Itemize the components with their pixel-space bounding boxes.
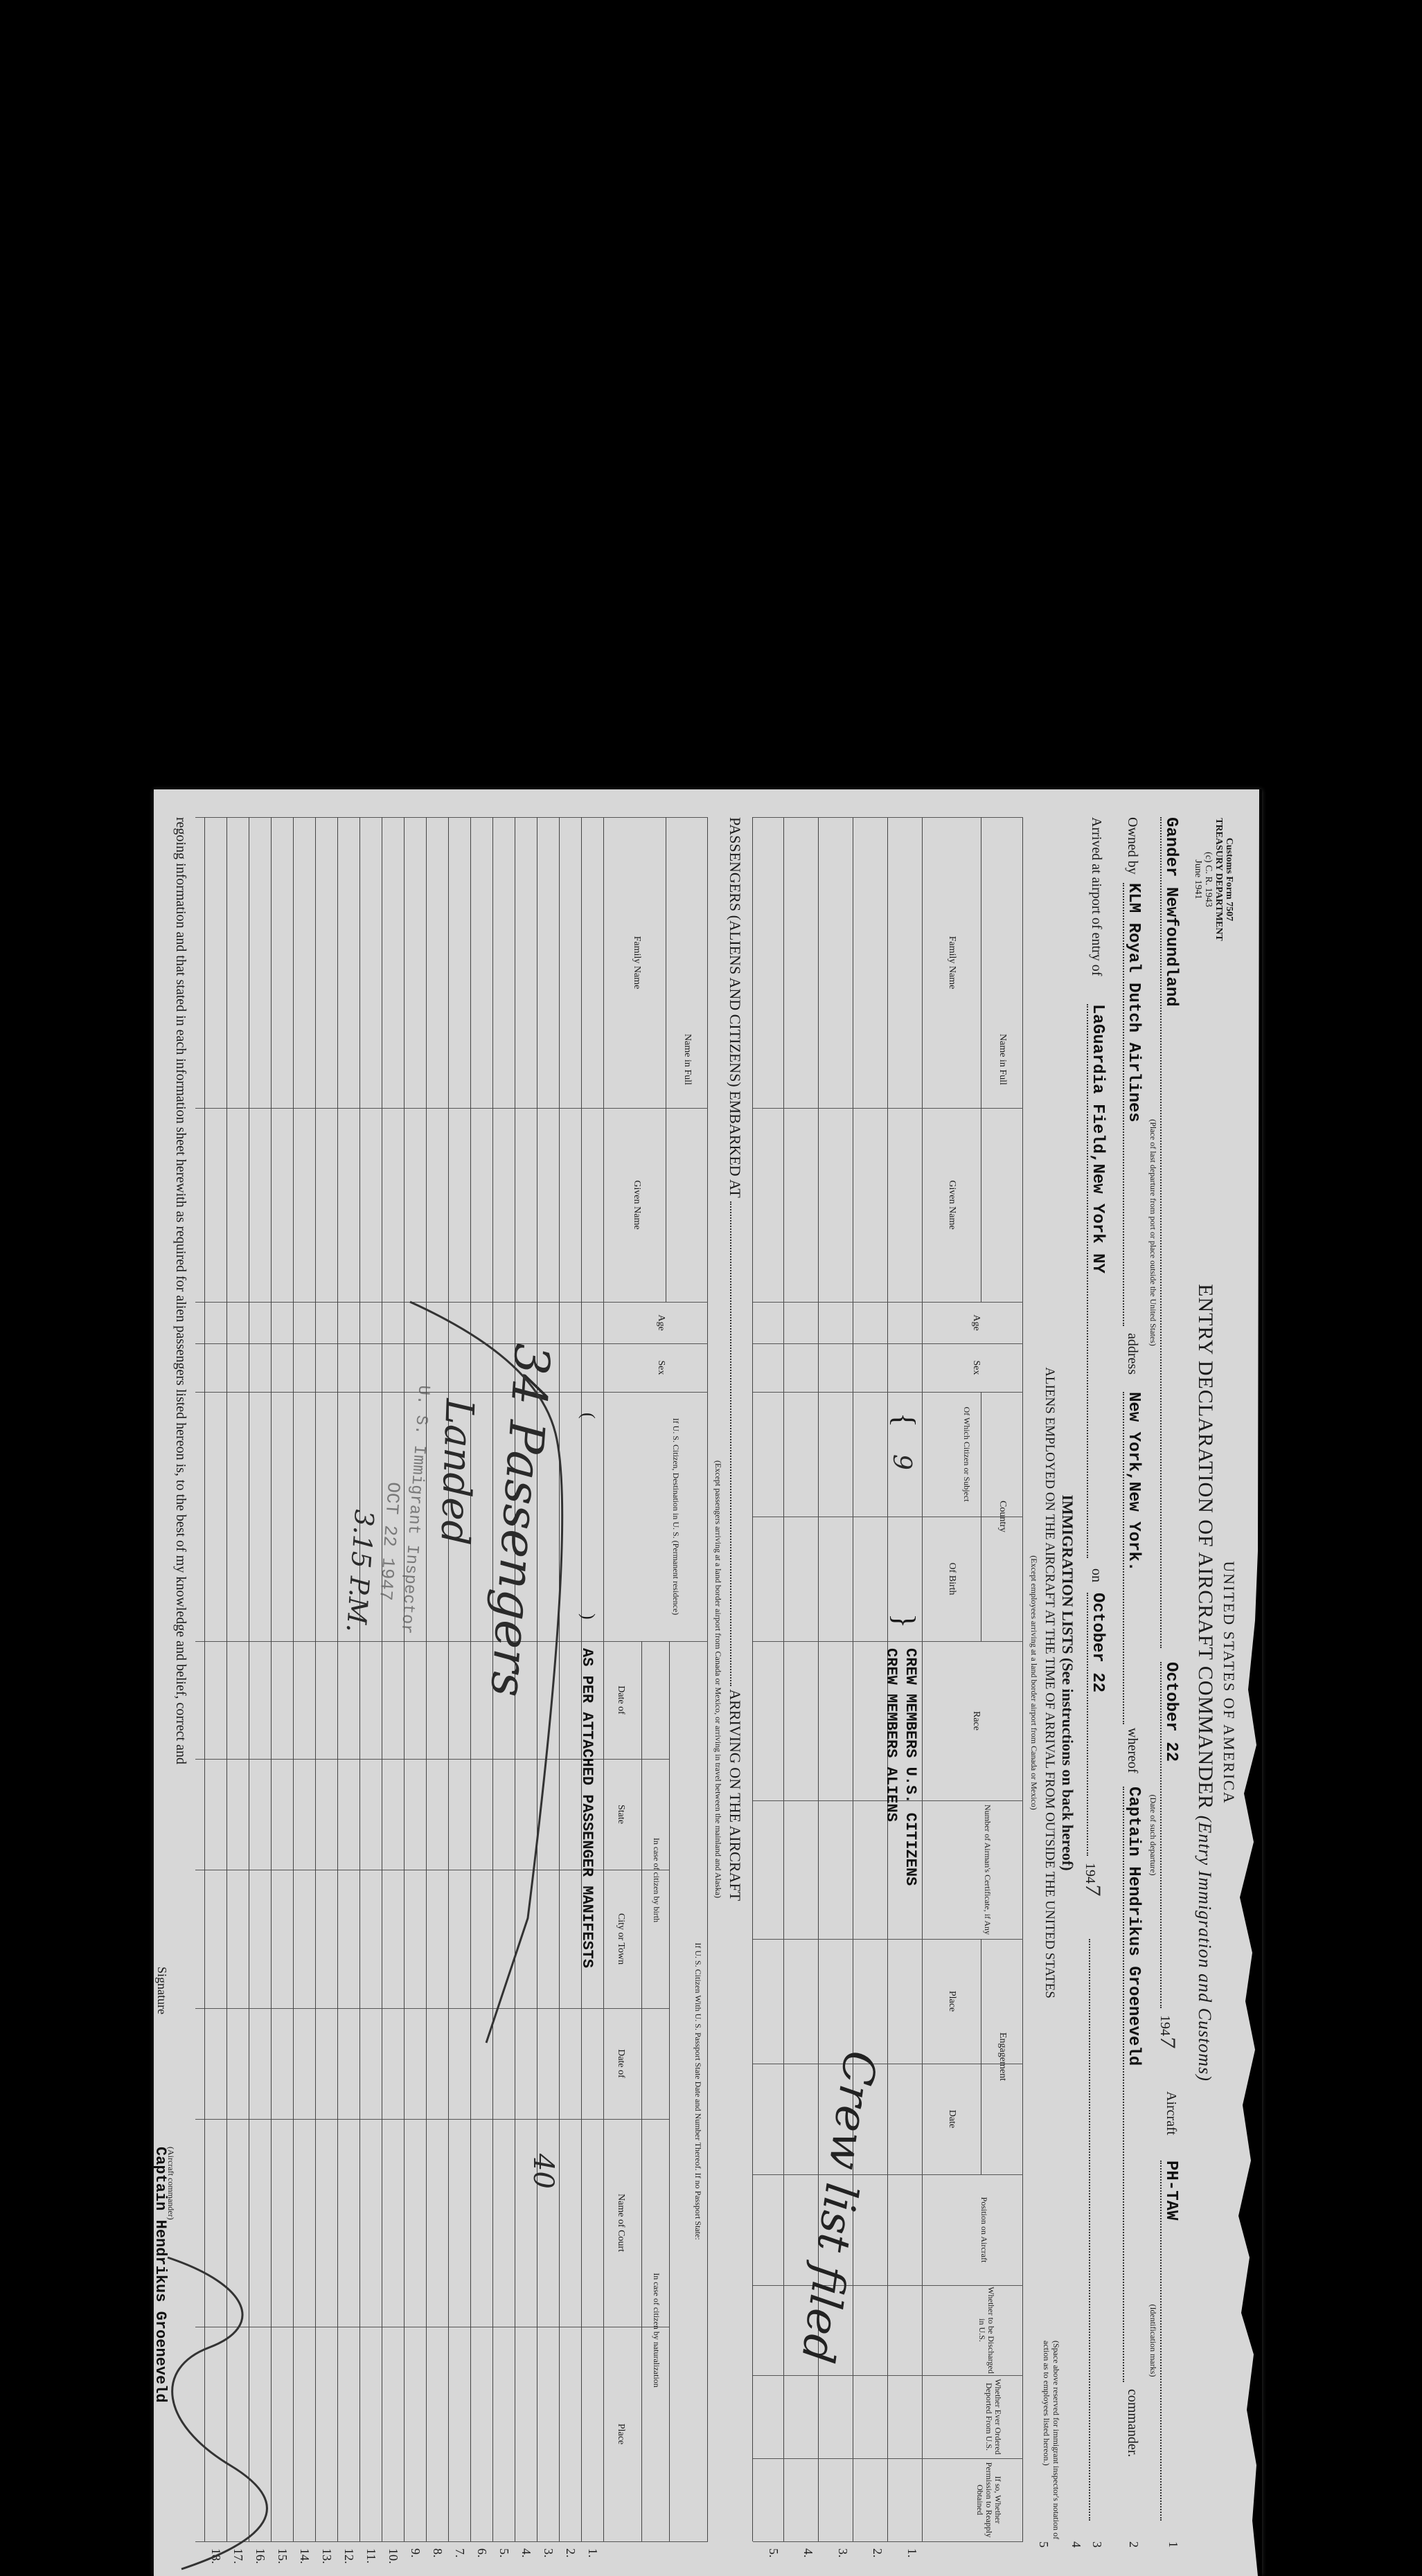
- crew-subheading: (Except employees arriving at a land border airport from Canada or Mexico): [1029, 1555, 1039, 1810]
- paren-right: ): [578, 1613, 598, 1620]
- passenger-row-number: 3.: [542, 2548, 556, 2558]
- brace-left: {: [887, 1413, 921, 1428]
- passenger-row-number: 17.: [231, 2548, 245, 2564]
- on-label: on: [1089, 1568, 1104, 1582]
- commander-label: commander.: [1125, 2389, 1140, 2458]
- crew-col-cert: Number of Airman's Certificate, if Any: [983, 1804, 993, 1935]
- pax-col-by-naturalization: In case of citizen by naturalization: [652, 2273, 661, 2388]
- margin-num: 4: [1069, 2541, 1083, 2548]
- margin-num: 1: [1166, 2541, 1180, 2548]
- departure-date-caption: (Date of such departure): [1148, 1794, 1158, 1876]
- passenger-row-line: [315, 817, 316, 2541]
- crew-col-family: Family Name: [947, 936, 957, 990]
- arrival-year: [1081, 1863, 1104, 1896]
- pax-col-given: Given Name: [632, 1180, 642, 1230]
- handwritten-passenger-count: 34 Passengers: [479, 1341, 561, 1699]
- stamp-time: 3.15 P.M.: [340, 1508, 380, 1634]
- crew-handwritten-note: Crew list filed: [790, 2048, 886, 2367]
- pax-col-name: Name in Full: [682, 1034, 693, 1085]
- crew-col-birth: Of Birth: [947, 1562, 957, 1595]
- crew-col-country: Country: [997, 1501, 1008, 1532]
- regs: (c) C. R. 1943: [1203, 852, 1214, 907]
- passenger-row-number: 15.: [276, 2548, 290, 2564]
- crew-col-discharged: Whether to be Discharged in U.S.: [977, 2287, 996, 2374]
- form-date: June 1941: [1193, 859, 1203, 900]
- crew-col-date: Date: [947, 2109, 957, 2129]
- crew-col-given: Given Name: [947, 1180, 957, 1230]
- pax-col-nat-date: Date of: [616, 2049, 626, 2078]
- handwritten-stroke: [403, 1295, 569, 2057]
- paren-left: (: [578, 1413, 598, 1419]
- whereof-label: whereof: [1125, 1728, 1140, 1773]
- pax-col-birth-date: Date of: [616, 1685, 626, 1715]
- passengers-heading-right: ARRIVING ON THE AIRCRAFT: [727, 1689, 744, 1902]
- signature-label: Signature: [155, 1967, 169, 2014]
- passenger-row-number: 1.: [586, 2548, 600, 2558]
- crew-col-position: Position on Aircraft: [979, 2197, 989, 2263]
- crew-line-us: CREW MEMBERS U.S. CITIZENS: [902, 1648, 919, 1886]
- pax-col-by-birth: In case of citizen by birth: [652, 1837, 661, 1923]
- arrival-airport: LaGuardia Field,New York NY: [1087, 1004, 1107, 1558]
- crew-line-aliens: CREW MEMBERS ALIENS: [882, 1648, 900, 1822]
- aircraft-label: Aircraft: [1164, 2091, 1179, 2136]
- pax-col-sex: Sex: [656, 1360, 666, 1375]
- passengers-heading-row: [726, 817, 744, 2541]
- commander-name: Captain Hendrikus Groeneveld: [1123, 1787, 1143, 2382]
- pax-col-court: Name of Court: [616, 2194, 626, 2252]
- signature-scrawl: [154, 2244, 292, 2576]
- margin-num: 5: [1037, 2541, 1051, 2548]
- owner-address: New York,New York.: [1123, 1392, 1143, 1724]
- crew-row-number: 1.: [905, 2548, 919, 2558]
- departure-place: Gander Newfoundland: [1160, 817, 1180, 1648]
- passenger-row-number: 8.: [431, 2548, 445, 2558]
- passenger-row-number: 2.: [564, 2548, 578, 2558]
- passenger-row-number: 4.: [519, 2548, 533, 2558]
- passenger-row-number: 6.: [475, 2548, 489, 2558]
- crew-col-permission: If so, Whether Permission to Reapply Obtained: [975, 2462, 1003, 2538]
- passenger-row-line: [337, 817, 338, 2541]
- arrival-date: October 22: [1087, 1593, 1107, 1856]
- year-prefix: 194: [1157, 2015, 1173, 2036]
- passengers-heading: PASSENGERS (ALIENS AND CITIZENS) EMBARKED AT: [727, 817, 744, 1198]
- passenger-row-number: 14.: [298, 2548, 312, 2564]
- crew-row-number: 2.: [871, 2548, 885, 2558]
- passenger-row-line: [293, 817, 294, 2541]
- brace-right: }: [887, 1613, 921, 1629]
- form-title-main: ENTRY DECLARATION OF AIRCRAFT COMMANDER: [1194, 1284, 1217, 1810]
- passenger-row-number: 10.: [386, 2548, 400, 2564]
- crew-heading: ALIENS EMPLOYED ON THE AIRCRAFT AT THE TIME OF ARRIVAL FROM OUTSIDE THE UNITED STATES: [1042, 1367, 1057, 1998]
- passenger-row-number: 18.: [209, 2548, 223, 2564]
- owned-by-label: Owned by: [1125, 817, 1140, 875]
- handwritten-tally: 40: [527, 2154, 559, 2189]
- crew-col-race: Race: [971, 1711, 981, 1730]
- year-field: [1156, 2015, 1179, 2048]
- country-title: UNITED STATES OF AMERICA: [1220, 1561, 1238, 1805]
- torn-edge: [1234, 789, 1262, 2576]
- stamp-date: OCT 22 1947: [375, 1481, 404, 1602]
- signature-typed: Captain Hendrikus Groeneveld: [152, 2147, 169, 2403]
- owner: KLM Royal Dutch Airlines: [1123, 883, 1143, 1326]
- passenger-row-number: 11.: [364, 2548, 378, 2564]
- pax-col-state: State: [616, 1805, 626, 1824]
- crew-col-sex: Sex: [971, 1360, 981, 1375]
- margin-num: 3: [1090, 2541, 1104, 2548]
- handwritten-landed: Landed: [432, 1397, 482, 1546]
- pax-col-age: Age: [656, 1314, 666, 1331]
- pax-col-destination: If U. S. Citizen, Destination in U. S. (Permanent residence): [671, 1417, 681, 1616]
- crew-col-engagement: Engagement: [997, 2032, 1008, 2081]
- year-digit: 7: [1156, 2036, 1179, 2048]
- aircraft-caption: (Identification marks): [1148, 2304, 1158, 2377]
- form-number: Customs Form 7507: [1224, 837, 1234, 922]
- crew-col-name: Name in Full: [997, 1034, 1008, 1085]
- crew-row-number: 5.: [767, 2548, 781, 2558]
- passenger-row-number: 5.: [497, 2548, 511, 2558]
- crew-row-number: 3.: [836, 2548, 850, 2558]
- inspector-stamp: U. S. Immigrant Inspector: [396, 1384, 433, 1635]
- passenger-row-number: 12.: [342, 2548, 356, 2564]
- arrival-year-prefix: 194: [1083, 1863, 1098, 1884]
- arrival-line-fill: [1089, 1939, 1090, 2521]
- pax-col-family: Family Name: [632, 936, 642, 990]
- pax-col-city: City or Town: [616, 1913, 626, 1965]
- arrival-year-digit: 7: [1081, 1884, 1104, 1896]
- signature-caption: (Aircraft commander): [166, 2147, 176, 2220]
- form-title: [1193, 789, 1217, 2576]
- form-title-sub: (Entry Immigration and Customs): [1195, 1815, 1215, 2082]
- attached-manifests-line: AS PER ATTACHED PASSENGER MANIFESTS: [578, 1648, 596, 1969]
- entry-declaration-form: [154, 789, 1262, 2576]
- crew-col-place: Place: [947, 1990, 957, 2012]
- pax-col-passport: If U. S. Citizen With U. S. Passport State Date and Number Thereof. If no Passport State:: [693, 1942, 703, 2240]
- crew-col-citizen: Of Which Citizen or Subject: [962, 1406, 972, 1502]
- crew-count-mark: 9: [887, 1454, 916, 1470]
- crew-col-deported: Whether Ever Ordered Deported From U.S.: [984, 2379, 1003, 2455]
- passenger-row-number: 16.: [254, 2548, 267, 2564]
- passenger-row-number: 13.: [320, 2548, 334, 2564]
- passenger-row-number: 7.: [453, 2548, 467, 2558]
- pax-col-place: Place: [616, 2423, 626, 2445]
- passengers-subheading: (Except passengers arriving at a land border airport from Canada or Mexico, or arriving in travel between the mainland and Alaska): [713, 1460, 723, 1899]
- crew-table: [753, 817, 1023, 2558]
- departure-caption: (Place of last departure from port or place outside the United States): [1148, 1119, 1158, 1346]
- aircraft-id: PH-TAW: [1160, 2161, 1180, 2521]
- department: TREASURY DEPARTMENT: [1214, 818, 1224, 941]
- immigration-heading: IMMIGRATION LISTS (See instructions on back hereof): [1059, 1494, 1076, 1871]
- passenger-row-number: 9.: [409, 2548, 423, 2558]
- address-label: address: [1125, 1333, 1140, 1375]
- passenger-row-line: [359, 817, 360, 2541]
- crew-row-number: 4.: [801, 2548, 815, 2558]
- margin-num: 2: [1127, 2541, 1141, 2548]
- departure-date: October 22: [1160, 1662, 1180, 2008]
- reserved-note: (Space above reserved for immigrant inspector's notation of action as to employees listed hereon.): [1042, 2341, 1061, 2540]
- declaration-text: regoing information and that stated in each information sheet herewith as required for alien passengers listed hereon is, to the best of my knowledge and belief, correct and: [173, 817, 188, 1764]
- crew-col-age: Age: [971, 1314, 981, 1331]
- arrived-label: Arrived at airport of entry of: [1089, 817, 1104, 976]
